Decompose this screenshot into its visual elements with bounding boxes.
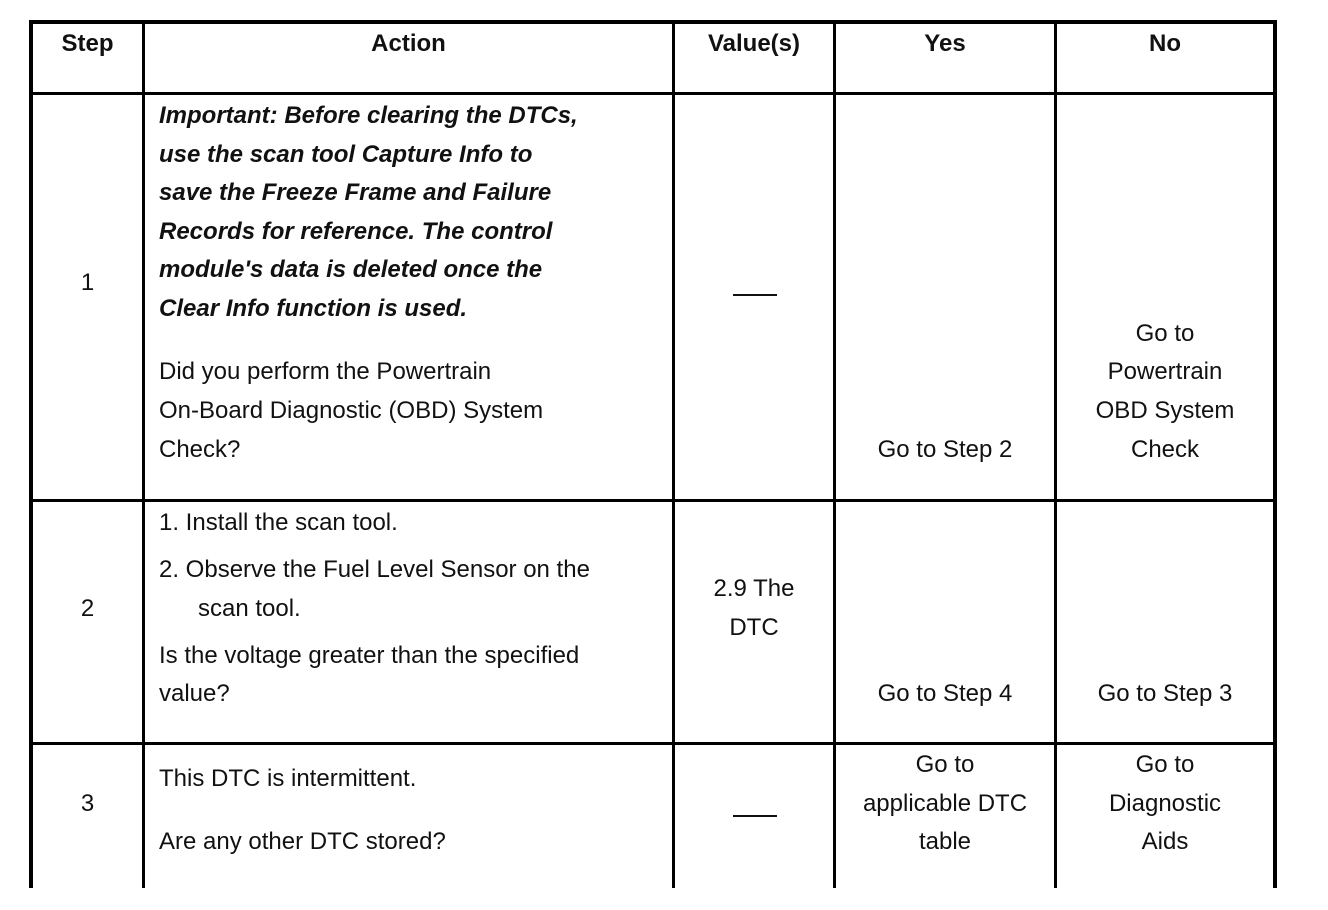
row-3-no-line-2: Diagnostic xyxy=(1108,790,1222,817)
row-1-value-dash xyxy=(733,294,777,296)
row-2-value-line-1: 2.9 The xyxy=(713,575,795,602)
row-1-no-line-1: Go to xyxy=(1135,320,1195,347)
row-3-line-1: This DTC is intermittent. xyxy=(159,765,417,792)
row-3-no-line-1: Go to xyxy=(1135,751,1195,778)
row-2-item-1: 1. Install the scan tool. xyxy=(159,509,398,536)
row-3-yes-line-1: Go to xyxy=(915,751,975,778)
row-1-question-line-3: Check? xyxy=(159,436,241,463)
row-1-important-line-6: Clear Info function is used. xyxy=(159,295,468,322)
row-1-no-line-4: Check xyxy=(1130,436,1200,463)
row-3-value-dash xyxy=(733,815,777,817)
row-2-question-line-2: value? xyxy=(159,680,230,707)
row-1-step: 1 xyxy=(80,269,95,296)
row-1-yes: Go to Step 2 xyxy=(877,436,1013,463)
row-2-yes: Go to Step 4 xyxy=(877,680,1013,707)
row-3-yes-line-3: table xyxy=(918,828,972,855)
row-1-important-line-1: Important: Before clearing the DTCs, xyxy=(159,102,578,129)
column-divider-step xyxy=(142,20,145,888)
table-border-right xyxy=(1273,20,1277,888)
column-divider-action xyxy=(672,20,675,888)
row-1-question-line-2: On-Board Diagnostic (OBD) System xyxy=(159,397,544,424)
row-2-no: Go to Step 3 xyxy=(1097,680,1233,707)
row-3-no-line-3: Aids xyxy=(1141,828,1189,855)
row-2-step: 2 xyxy=(80,595,95,622)
row-1-question-line-1: Did you perform the Powertrain xyxy=(159,358,492,385)
header-step: Step xyxy=(61,30,114,57)
row-3-line-2: Are any other DTC stored? xyxy=(159,828,446,855)
header-no: No xyxy=(1149,30,1181,57)
table-border-left xyxy=(29,20,33,888)
row-3-step: 3 xyxy=(80,790,95,817)
row-1-important-line-2: use the scan tool Capture Info to xyxy=(159,141,533,168)
header-values: Value(s) xyxy=(707,30,801,57)
row-1-no-line-3: OBD System xyxy=(1095,397,1235,424)
row-divider-1 xyxy=(29,499,1277,502)
header-divider xyxy=(29,92,1277,95)
row-1-important-line-3: save the Freeze Frame and Failure xyxy=(159,179,552,206)
row-1-important-line-5: module's data is deleted once the xyxy=(159,256,543,283)
row-3-yes-line-2: applicable DTC xyxy=(862,790,1028,817)
row-2-item-2-line-1: 2. Observe the Fuel Level Sensor on the xyxy=(159,556,590,583)
header-yes: Yes xyxy=(924,30,966,57)
row-2-item-2-line-2: scan tool. xyxy=(198,595,301,622)
row-1-no-line-2: Powertrain xyxy=(1107,358,1223,385)
header-action: Action xyxy=(371,30,446,57)
row-2-question-line-1: Is the voltage greater than the specified xyxy=(159,642,580,669)
row-1-important-line-4: Records for reference. The control xyxy=(159,218,553,245)
row-2-value-line-2: DTC xyxy=(729,614,779,641)
